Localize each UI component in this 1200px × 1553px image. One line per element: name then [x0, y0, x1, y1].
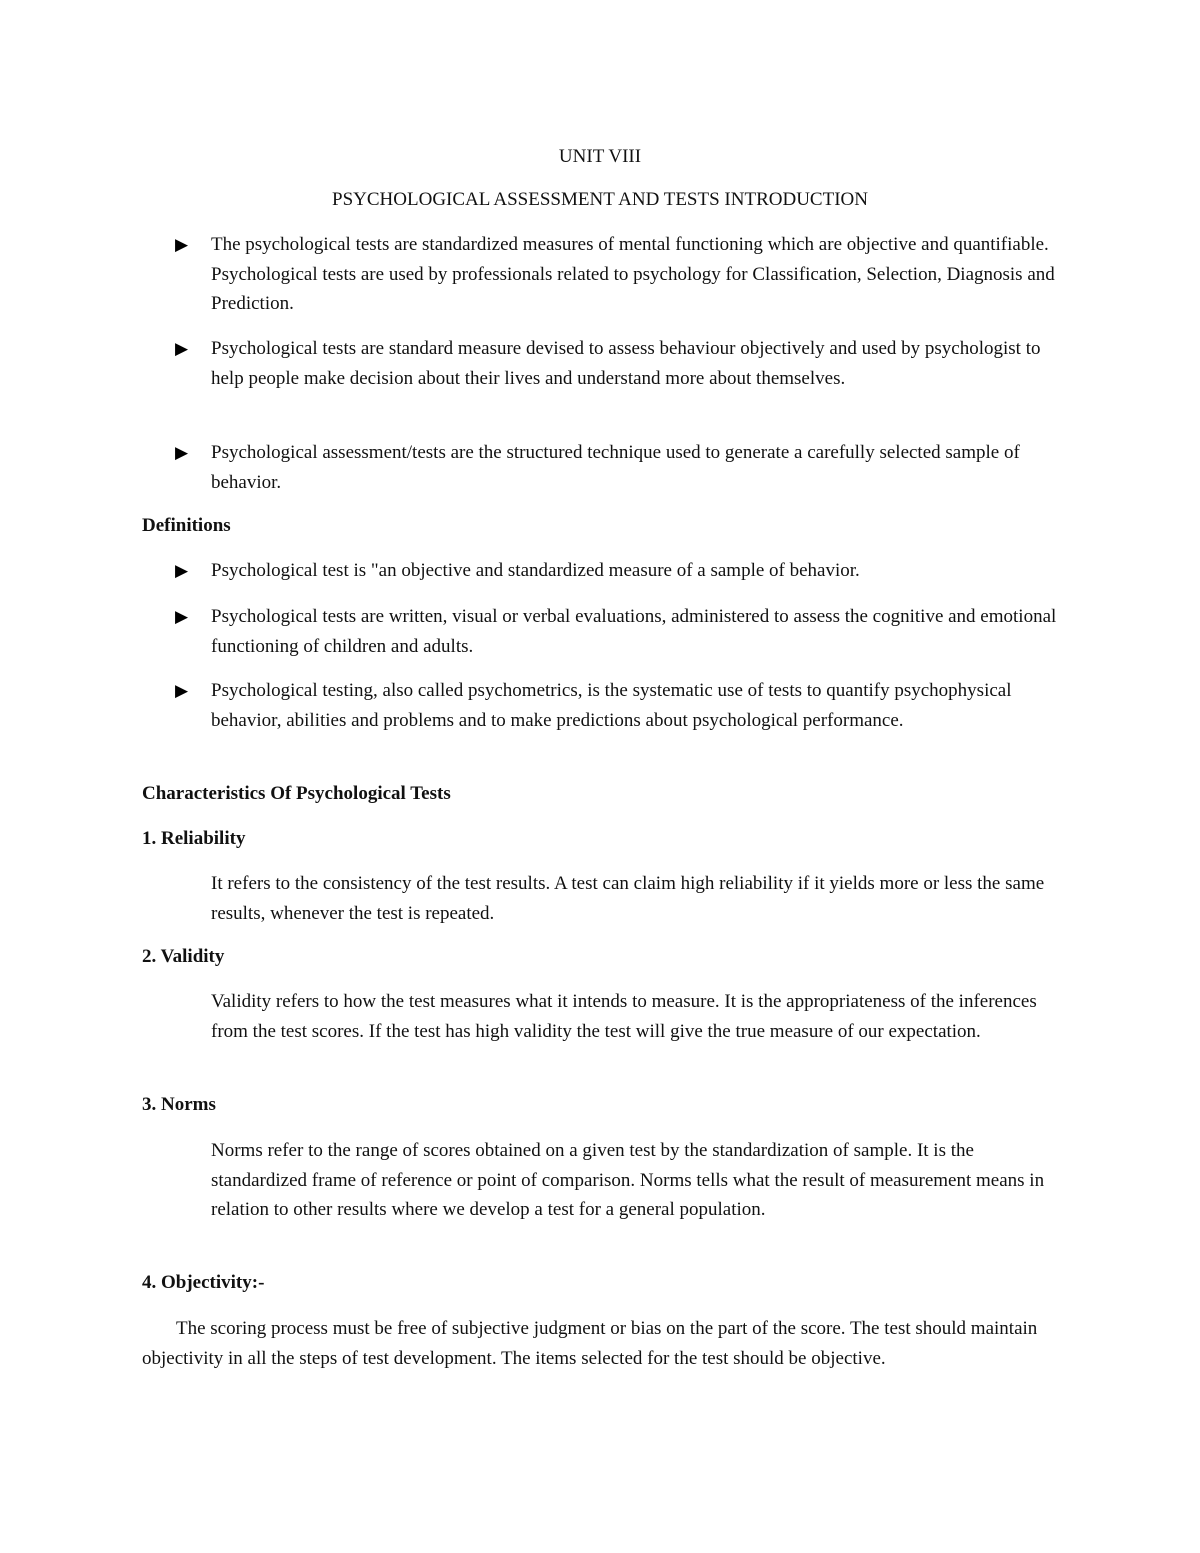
definition-bullet-text: Psychological testing, also called psychometrics, is the systematic use of tests to quantify psychophysical behavior, abilities and problems and to make predictions about psychological performance.	[211, 680, 1012, 731]
definition-bullet-text: Psychological tests are written, visual or verbal evaluations, administered to assess the cognitive and emotional functioning of children and adults.	[211, 606, 1057, 657]
intro-bullet-item	[175, 230, 1065, 319]
definition-bullet-text: Psychological test is "an objective and standardized measure of a sample of behavior.	[211, 560, 860, 581]
intro-bullet-text: The psychological tests are standardized measures of mental functioning which are objective and quantifiable. Psychological tests are used by professionals related to psychology for Classification, Selection, Diagnosis and Prediction.	[211, 234, 1055, 314]
characteristic-heading-norms: 3. Norms	[142, 1094, 216, 1115]
characteristic-body-objectivity: The scoring process must be free of subjective judgment or bias on the part of the score. The test should maintain objectivity in all the steps of test development. The items selected for the test should be objective.	[142, 1318, 1038, 1369]
right-triangle-arrow-icon: ▶	[175, 443, 189, 462]
definition-bullet-item	[175, 602, 1065, 661]
characteristic-heading-reliability: 1. Reliability	[142, 828, 246, 849]
right-triangle-arrow-icon: ▶	[175, 339, 189, 358]
right-triangle-arrow-icon: ▶	[175, 607, 189, 626]
definitions-heading: Definitions	[142, 515, 231, 536]
unit-title: UNIT VIII	[558, 146, 642, 167]
right-triangle-arrow-icon: ▶	[175, 561, 189, 580]
intro-bullet-item	[175, 334, 1065, 393]
characteristic-body-reliability: It refers to the consistency of the test results. A test can claim high reliability if it yields more or less the same results, whenever the test is repeated.	[211, 873, 1045, 924]
characteristic-body-norms: Norms refer to the range of scores obtained on a given test by the standardization of sample. It is the standardized frame of reference or point of comparison. Norms tells what the result of measurement means in relation to other results where we develop a test for a general population.	[211, 1140, 1045, 1220]
characteristic-heading-validity: 2. Validity	[142, 946, 225, 967]
characteristic-heading-objectivity: 4. Objectivity:-	[142, 1272, 265, 1293]
definition-bullet-item	[175, 556, 1065, 586]
characteristic-body-validity: Validity refers to how the test measures what it intends to measure. It is the appropriateness of the inferences from the test scores. If the test has high validity the test will give the true measure of our expectation.	[211, 991, 1037, 1042]
intro-bullet-text: Psychological assessment/tests are the structured technique used to generate a carefully selected sample of behavior.	[211, 442, 1020, 493]
definition-bullet-item	[175, 676, 1065, 735]
intro-title: PSYCHOLOGICAL ASSESSMENT AND TESTS INTRODUCTION	[332, 189, 868, 210]
intro-bullet-text: Psychological tests are standard measure devised to assess behaviour objectively and used by psychologist to help people make decision about their lives and understand more about themselves.	[211, 338, 1041, 389]
right-triangle-arrow-icon: ▶	[175, 681, 189, 700]
intro-bullet-item	[175, 438, 1065, 497]
characteristics-heading: Characteristics Of Psychological Tests	[142, 783, 451, 804]
right-triangle-arrow-icon: ▶	[175, 235, 189, 254]
